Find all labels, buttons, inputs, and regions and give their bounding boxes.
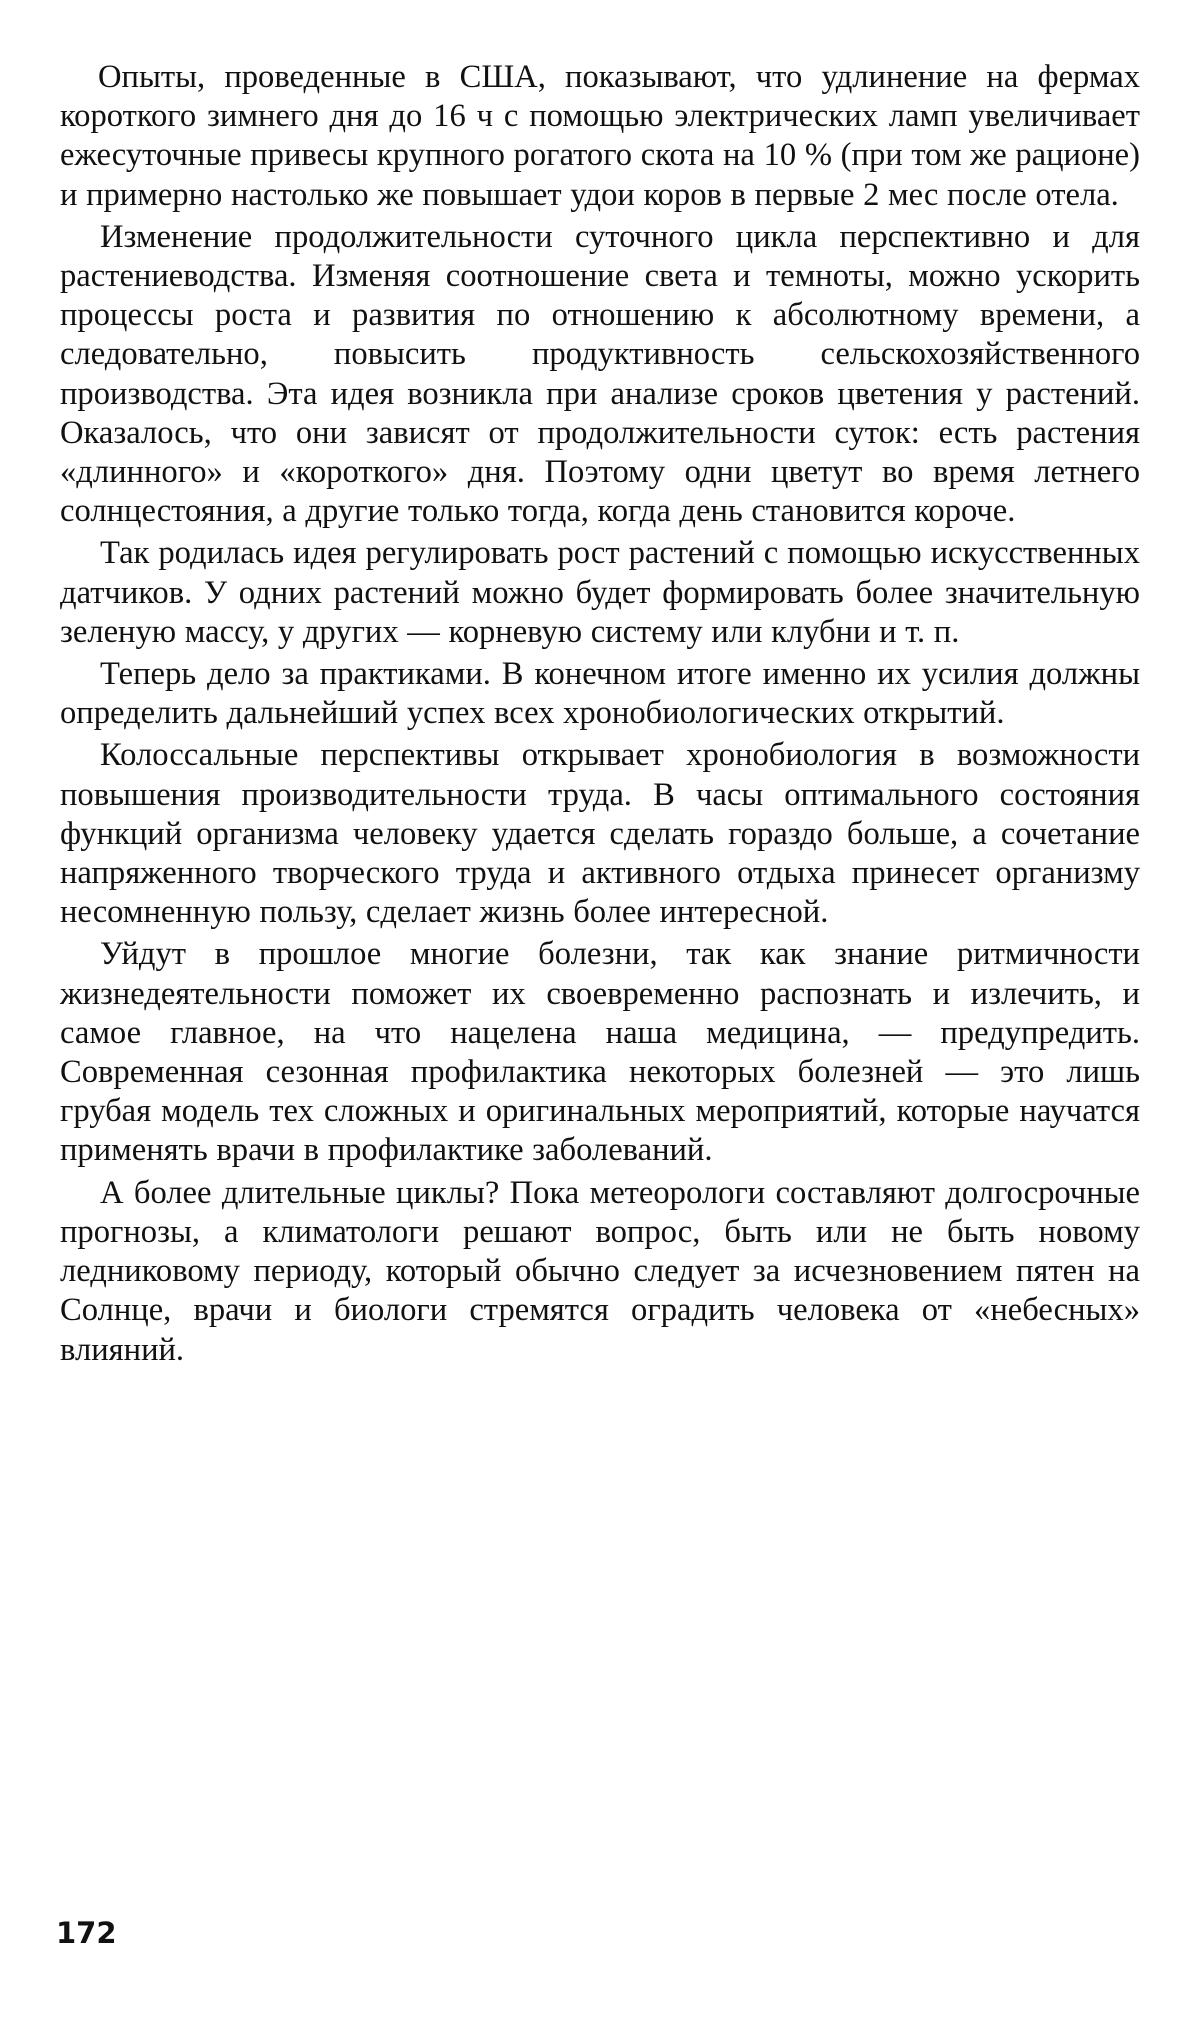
paragraph-1: Опыты, проведенные в США, показывают, что удлинение на фермах короткого зимнего дня до 16 ч с помощью электрических ламп увеличивает ежесуточные привесы крупного рогатого скота на 10 % (при том же рационе) и примерно настолько же повышает удои коров в первые 2 мес после отела. (60, 59, 1140, 213)
paragraph-2: Изменение продолжительности суточного цикла перспективно и для растениеводства. Изменяя соотношение света и темноты, можно ускорить процессы роста и развития по отношению к абсолютному времени, а следовательно, повысить продуктивность сельскохозяйственного производства. Эта идея возникла при анализе сроков цветения у растений. Оказалось, что они зависят от продолжительности суток: есть растения «длинного» и «короткого» дня. Поэтому одни цветут во время летнего солнцестояния, а другие только тогда, когда день становится короче. (60, 218, 1140, 530)
paragraph-7: А более длительные циклы? Пока метеорологи составляют долгосрочные прогнозы, а климатологи решают вопрос, быть или не быть новому ледниковому периоду, который обычно следует за исчезновением пятен на Солнце, врачи и биологи стремятся оградить человека от «небесных» влияний. (60, 1174, 1140, 1368)
paragraph-6: Уйдут в прошлое многие болезни, так как знание ритмичности жизнедеятельности поможет их своевременно распознать и излечить, и самое главное, на что нацелена наша медицина, — предупредить. Современная сезонная профилактика некоторых болезней — это лишь грубая модель тех сложных и оригинальных мероприятий, которые научатся применять врачи в профилактике заболеваний. (60, 936, 1140, 1169)
page-number: 172 (56, 1916, 117, 1950)
paragraph-4: Теперь дело за практиками. В конечном итоге именно их усилия должны определить дальнейший успех всех хронобиологических открытий. (60, 656, 1140, 732)
page-body (60, 58, 1140, 1370)
paragraph-5: Колоссальные перспективы открывает хронобиология в возможности повышения производительности труда. В часы оптимального состояния функций организма человеку удается сделать гораздо больше, а сочетание напряженного творческого труда и активного отдыха принесет организму несомненную пользу, сделает жизнь более интересной. (60, 737, 1140, 931)
paragraph-3: Так родилась идея регулировать рост растений с помощью искусственных датчиков. У одних растений можно будет формировать более значительную зеленую массу, у других — корневую систему или клубни и т. п. (60, 535, 1140, 650)
